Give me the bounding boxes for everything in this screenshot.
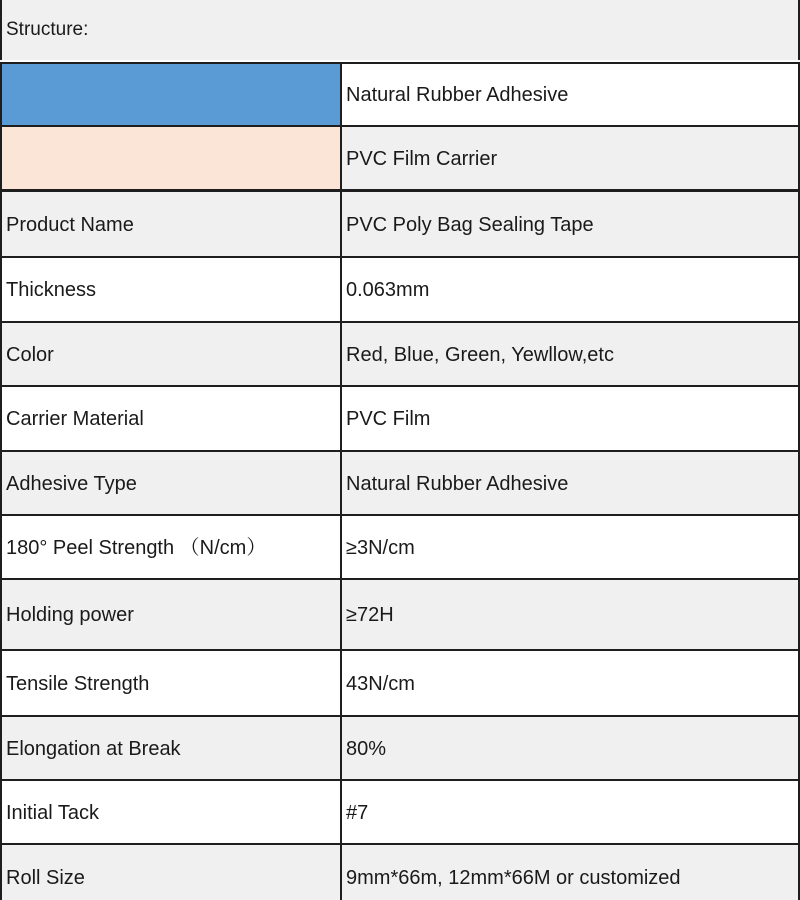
spec-label: Roll Size [6,867,85,889]
spec-label: Tensile Strength [6,673,150,695]
column-divider [340,516,342,578]
column-divider [340,580,342,649]
table-row [0,649,800,715]
table-row [0,779,800,843]
spec-label: 180° Peel Strength （N/cm） [6,537,267,559]
table-row [0,190,800,256]
spec-label: Initial Tack [6,802,100,824]
adhesive-layer-label: Natural Rubber Adhesive [346,84,569,106]
spec-label: Adhesive Type [6,473,137,495]
spec-value: 80% [346,738,387,760]
spec-label: Carrier Material [6,408,144,430]
column-divider [340,651,342,715]
spec-value: Red, Blue, Green, Yewllow,etc [346,344,614,366]
column-divider [340,452,342,514]
table-row [0,450,800,514]
table-row [0,321,800,385]
spec-value: 0.063mm [346,279,430,301]
spec-value: ≥3N/cm [346,537,415,559]
table-row [0,385,800,450]
table-row [0,514,800,578]
spec-value: 43N/cm [346,673,415,695]
column-divider [340,781,342,843]
carrier-layer-label: PVC Film Carrier [346,148,498,170]
structure-header [0,0,800,60]
carrier-layer-swatch [2,127,342,189]
spec-label: Holding power [6,604,134,626]
spec-value: PVC Poly Bag Sealing Tape [346,214,594,236]
spec-value: Natural Rubber Adhesive [346,473,569,495]
adhesive-layer-swatch [2,64,342,125]
table-row [0,843,800,900]
table-row [0,715,800,779]
column-divider [340,323,342,385]
structure-title: Structure: [6,19,89,40]
table-row [0,256,800,321]
column-divider [340,387,342,450]
column-divider [340,192,342,256]
table-row [0,578,800,649]
structure-layer-carrier [0,125,800,191]
column-divider [340,258,342,321]
spec-value: #7 [346,802,369,824]
spec-value: ≥72H [346,604,394,626]
column-divider [340,845,342,900]
spec-value: PVC Film [346,408,431,430]
column-divider [340,717,342,779]
spec-table [0,190,800,900]
spec-label: Color [6,344,54,366]
spec-label: Thickness [6,279,97,301]
spec-value: 9mm*66m, 12mm*66M or customized [346,867,681,889]
structure-layer-adhesive [0,62,800,127]
spec-label: Product Name [6,214,134,236]
spec-label: Elongation at Break [6,738,181,760]
